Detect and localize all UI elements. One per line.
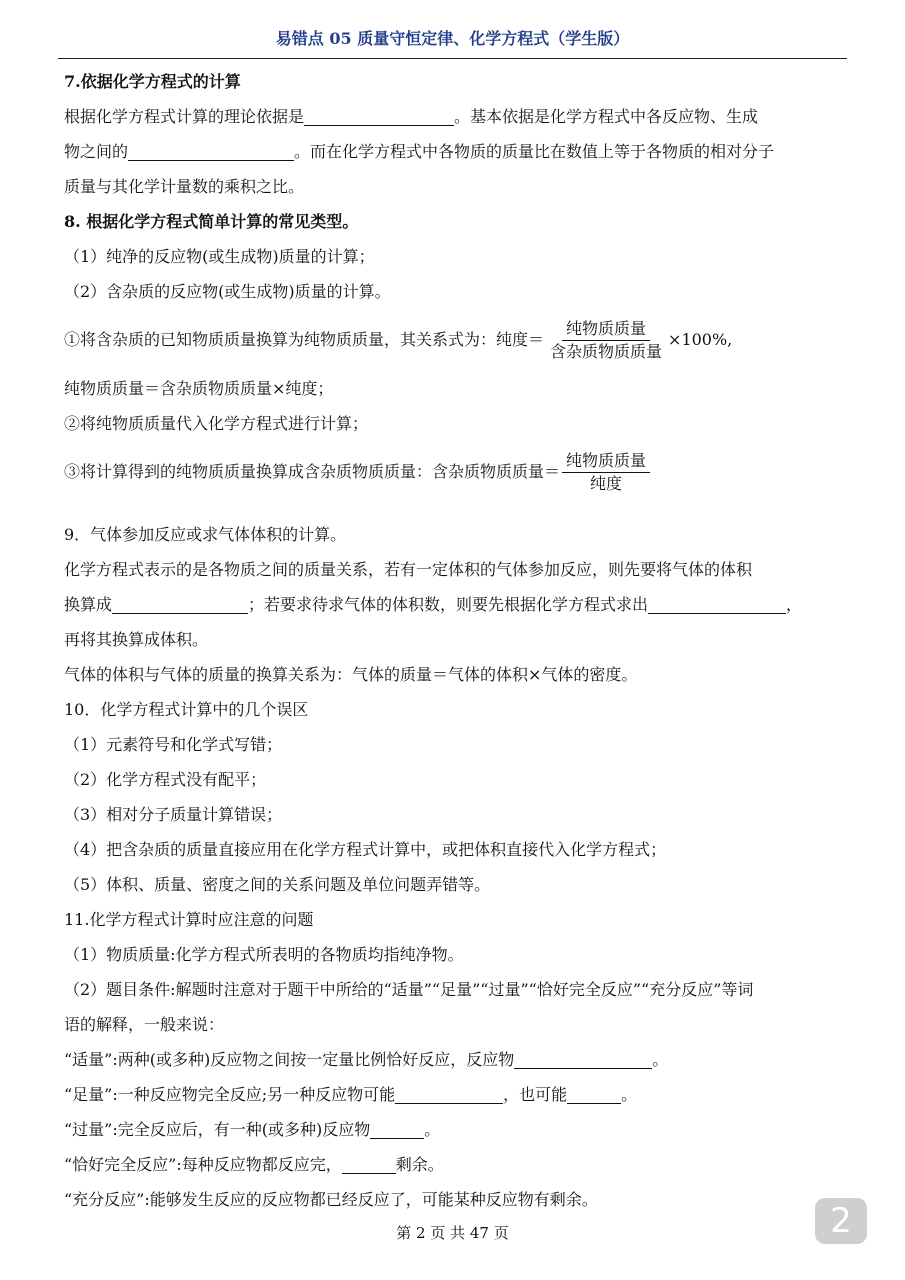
section-10-item-3: （3）相对分子质量计算错误； [64,805,283,824]
page-number: 第 2 页 共 47 页 [396,1224,509,1242]
fraction-numerator: 纯物质质量 [562,450,650,473]
section-11-item-2b: 语的解释，一般来说： [64,1015,225,1034]
fraction-numerator: 纯物质质量 [562,318,650,341]
text: “过量”:完全反应后，有一种(或多种)反应物 [64,1120,371,1139]
section-11-item-2a: （2）题目条件:解题时注意对于题干中所给的“适量”“足量”“过量”“恰好完全反应”“充分反应”等词 [64,980,754,999]
section-10-item-4: （4）把含杂质的质量直接应用在化学方程式计算中，或把体积直接代入化学方程式； [64,840,667,859]
pure-mass-formula: 纯物质质量＝含杂质物质质量×纯度； [64,379,334,398]
fraction-denominator: 含杂质物质质量 [550,341,663,361]
fill-blank[interactable] [128,138,294,161]
section-8-heading: 8. 根据化学方程式简单计算的常见类型。 [64,212,359,231]
text: 。而在化学方程式中各物质的质量比在数值上等于各物质的相对分子 [294,142,775,161]
section-10-heading: 10．化学方程式计算中的几个误区 [64,700,309,719]
text: ， [786,595,803,614]
text: ，也可能 [503,1085,568,1104]
fill-blank[interactable] [342,1151,396,1174]
term-full-reaction: “充分反应”:能够发生反应的反应物都已经反应了，可能某种反应物有剩余。 [64,1190,598,1209]
fill-blank[interactable] [395,1081,503,1104]
impure-mass-fraction [562,450,650,495]
step-2: ②将纯物质质量代入化学方程式进行计算； [64,414,369,433]
term-appropriate [64,1042,847,1077]
page-footer [0,1222,905,1243]
text: “恰好完全反应”:每种反应物都反应完， [64,1155,342,1174]
text: ③将计算得到的纯物质质量换算成含杂质物质质量：含杂质物质质量＝ [64,462,561,481]
fill-blank[interactable] [567,1081,621,1104]
section-7-line-1 [64,99,847,134]
text: 换算成 [64,595,113,614]
page-badge: 2 [815,1198,867,1244]
section-8-item-2: （2）含杂质的反应物(或生成物)质量的计算。 [64,282,391,301]
section-10-item-1: （1）元素符号和化学式写错； [64,735,283,754]
document-body [64,64,847,1217]
text: 。 [621,1085,638,1104]
fill-blank[interactable] [304,103,454,126]
section-11-heading: 11.化学方程式计算时应注意的问题 [64,910,314,929]
fill-blank[interactable] [370,1116,424,1139]
fill-blank[interactable] [648,591,786,614]
text: ①将含杂质的已知物质质量换算为纯物质质量，其关系式为：纯度＝ [64,330,545,349]
text: 根据化学方程式计算的理论依据是 [64,107,305,126]
text: 。 [424,1120,441,1139]
section-9-heading: 9．气体参加反应或求气体体积的计算。 [64,525,347,544]
impure-mass-formula [64,441,847,503]
header-title: 易错点 05 质量守恒定律、化学方程式（学生版） [275,29,630,48]
text: “适量”:两种(或多种)反应物之间按一定量比例恰好反应，反应物 [64,1050,515,1069]
section-9-line-2 [64,587,847,622]
purity-formula [64,309,847,371]
section-9-line-3: 再将其换算成体积。 [64,630,209,649]
fill-blank[interactable] [112,591,248,614]
text: ×100%, [668,330,733,349]
section-9-line-1: 化学方程式表示的是各物质之间的质量关系，若有一定体积的气体参加反应，则先要将气体的体积 [64,560,753,579]
text: ；若要求待求气体的体积数，则要先根据化学方程式求出 [248,595,649,614]
purity-fraction [546,318,666,363]
section-8-item-1: （1）纯净的反应物(或生成物)质量的计算； [64,247,375,266]
term-sufficient [64,1077,847,1112]
section-7-line-3: 质量与其化学计量数的乘积之比。 [64,177,305,196]
section-10-item-5: （5）体积、质量、密度之间的关系问题及单位问题弄错等。 [64,875,491,894]
term-exactly-complete [64,1147,847,1182]
section-7-heading: 7.依据化学方程式的计算 [64,72,241,91]
fill-blank[interactable] [514,1046,652,1069]
text: 。基本依据是化学方程式中各反应物、生成 [454,107,759,126]
fraction-denominator: 纯度 [590,473,623,493]
text: 剩余。 [395,1155,444,1174]
text: 。 [652,1050,669,1069]
section-10-item-2: （2）化学方程式没有配平； [64,770,267,789]
page-header [58,22,847,59]
text: 物之间的 [64,142,129,161]
section-9-line-4: 气体的体积与气体的质量的换算关系为：气体的质量＝气体的体积×气体的密度。 [64,665,638,684]
section-7-line-2 [64,134,847,169]
section-11-item-1: （1）物质质量:化学方程式所表明的各物质均指纯净物。 [64,945,464,964]
text: “足量”:一种反应物完全反应;另一种反应物可能 [64,1085,396,1104]
term-excess [64,1112,847,1147]
